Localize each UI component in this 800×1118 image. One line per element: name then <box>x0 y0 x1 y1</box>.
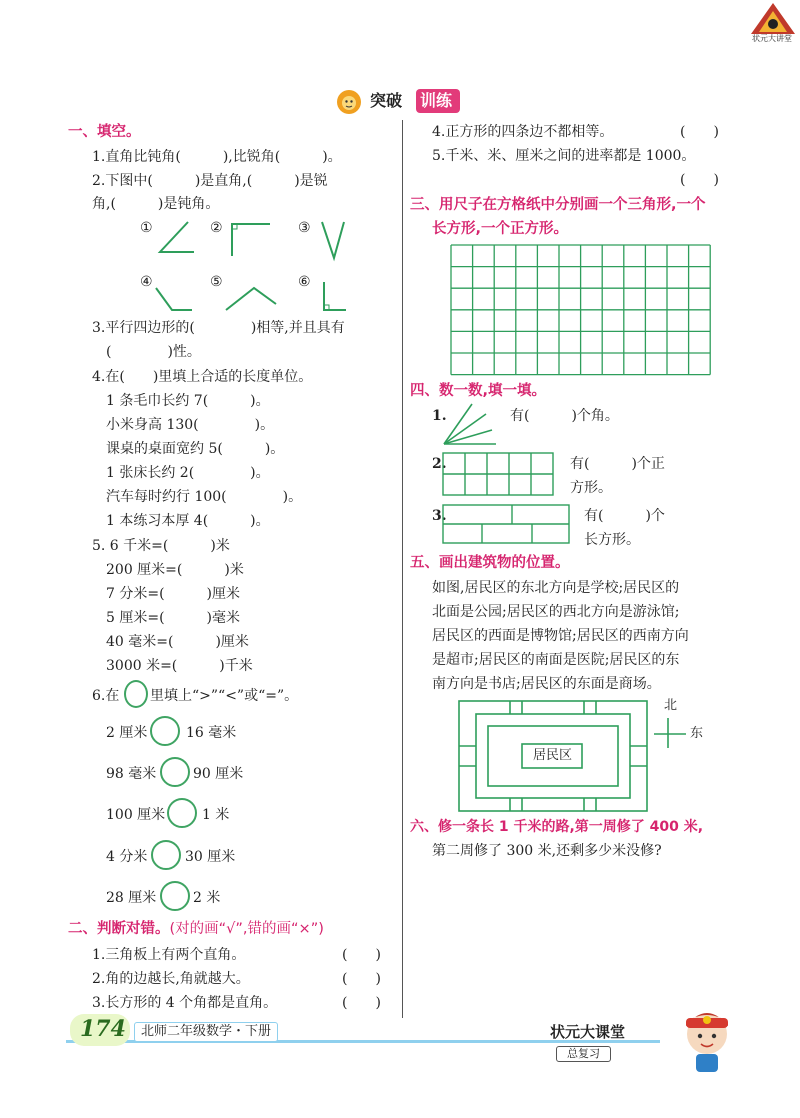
angles-svg <box>138 214 358 314</box>
q2-line1: 2.下图中( )是直角,( )是锐 <box>92 173 328 189</box>
section5-paragraph-line: 居民区的西面是博物馆;居民区的西南方向 <box>432 628 689 644</box>
angle-4-shape <box>156 288 192 310</box>
judge-item-3: 3.长方形的 4 个角都是直角。 <box>92 995 278 1011</box>
publisher-logo <box>748 2 798 48</box>
q5-item: 3000 米=( )千米 <box>106 658 253 674</box>
judge-bracket-2[interactable]: ( ) <box>342 971 381 987</box>
map-center-label: 居民区 <box>533 748 573 763</box>
q6-left: 98 毫米 <box>106 766 157 782</box>
book-title: 北师二年级数学・下册 <box>141 1024 272 1039</box>
q4-item: 小米身高 130( )。 <box>106 417 275 433</box>
q6-title-b: 里填上“>”“<”或“=”。 <box>150 688 299 704</box>
brand-title: 状元大课堂 <box>550 1023 626 1041</box>
angles-figure <box>138 214 358 314</box>
q2-line2: 角,( )是钝角。 <box>92 196 220 212</box>
column-divider <box>402 120 403 1018</box>
section5-paragraph-line: 南方向是书店;居民区的东面是商场。 <box>432 676 661 692</box>
angle-2-shape <box>232 224 270 256</box>
count-q2-num: 2. <box>432 456 447 472</box>
judge-bracket-5[interactable]: ( ) <box>680 172 719 188</box>
q6-left: 4 分米 <box>106 849 148 865</box>
angle-label-4: ④ <box>140 274 153 290</box>
judge-bracket-3[interactable]: ( ) <box>342 995 381 1011</box>
flame-logo-icon <box>748 2 798 36</box>
q6-right: 90 厘米 <box>193 766 244 782</box>
q6-answer-circle[interactable] <box>151 840 181 870</box>
count-q2-line1: 有( )个正 <box>570 456 665 472</box>
section-banner <box>336 88 464 116</box>
count-q3-num: 3. <box>432 508 447 524</box>
q5-item: 7 分米=( )厘米 <box>106 586 241 602</box>
footer-book-box <box>134 1022 278 1042</box>
q6-right: 1 米 <box>202 807 230 823</box>
q4-item: 1 条毛巾长约 7( )。 <box>106 393 270 409</box>
mascot-icon <box>672 1006 742 1074</box>
judge-item-1: 1.三角板上有两个直角。 <box>92 947 246 963</box>
count-q3-line2: 长方形。 <box>584 532 640 548</box>
q5-item: 5 厘米=( )毫米 <box>106 610 241 626</box>
angle-6-shape <box>324 282 346 310</box>
section5-paragraph-line: 北面是公园;居民区的西北方向是游泳馆; <box>432 604 680 620</box>
q4-item: 1 张床长约 2( )。 <box>106 465 270 481</box>
angle-label-2: ② <box>210 220 223 236</box>
judge-item-2: 2.角的边越长,角就越大。 <box>92 971 250 987</box>
q4-title: 4.在( )里填上合适的长度单位。 <box>92 369 313 385</box>
section2-title-text: 二、判断对错。 <box>68 921 170 937</box>
section2-note: (对的画“√”,错的画“×”) <box>169 921 324 937</box>
compass-east: 东 <box>690 726 704 741</box>
squares-figure <box>442 452 554 496</box>
section3-title-line1: 三、用尺子在方格纸中分别画一个三角形,一个 <box>410 197 706 213</box>
angle-label-6: ⑥ <box>298 274 311 290</box>
q6-answer-circle[interactable] <box>160 881 190 911</box>
judge-item-5: 5.千米、米、厘米之间的进率都是 1000。 <box>432 148 696 164</box>
q5-item: 40 毫米=( )厘米 <box>106 634 249 650</box>
chapter-label: 总复习 <box>556 1046 611 1062</box>
q6-left: 2 厘米 <box>106 725 148 741</box>
section2-title <box>68 919 324 939</box>
section1-title: 一、填空。 <box>68 124 141 140</box>
drawing-grid[interactable] <box>450 244 712 376</box>
angle-label-1: ① <box>140 220 153 236</box>
section4-title: 四、数一数,填一填。 <box>410 383 547 399</box>
count-q1-num: 1. <box>432 408 447 424</box>
rectangles-figure <box>442 504 570 544</box>
section6-line2: 第二周修了 300 米,还剩多少米没修? <box>432 843 662 859</box>
rays-figure <box>440 400 500 448</box>
banner-left-text: 突破 <box>370 91 403 110</box>
section5-paragraph-line: 是超市;居民区的南面是医院;居民区的东 <box>432 652 680 668</box>
q3-line2: ( )性。 <box>106 344 201 360</box>
logo-caption: 状元大讲堂 <box>752 34 792 43</box>
q5-item: 5. 6 千米=( )米 <box>92 538 230 554</box>
lion-mascot-icon <box>336 89 362 115</box>
q6-left: 100 厘米 <box>106 807 166 823</box>
section6-text: 六、修一条长 1 千米的路,第一周修了 400 米, <box>410 819 704 835</box>
judge-bracket-1[interactable]: ( ) <box>342 947 381 963</box>
q5-item: 200 厘米=( )米 <box>106 562 244 578</box>
angle-label-5: ⑤ <box>210 274 223 290</box>
q6-answer-circle[interactable] <box>160 757 190 787</box>
q3-line1: 3.平行四边形的( )相等,并且具有 <box>92 320 345 336</box>
q6-right: 2 米 <box>193 890 221 906</box>
count-q2-line2: 方形。 <box>570 480 612 496</box>
section3-title-line2: 长方形,一个正方形。 <box>432 221 569 237</box>
q6-right: 16 毫米 <box>186 725 237 741</box>
q6-right: 30 厘米 <box>185 849 236 865</box>
judge-bracket-4[interactable]: ( ) <box>680 124 719 140</box>
q6-answer-circle[interactable] <box>167 798 197 828</box>
angle-5-shape <box>226 288 276 310</box>
count-q3-line1: 有( )个 <box>584 508 665 524</box>
angle-label-3: ③ <box>298 220 311 236</box>
count-q1-text: 有( )个角。 <box>510 408 619 424</box>
compass-north: 北 <box>664 698 678 713</box>
q4-item: 汽车每时约行 100( )。 <box>106 489 303 505</box>
q6-left: 28 厘米 <box>106 890 157 906</box>
section5-paragraph-line: 如图,居民区的东北方向是学校;居民区的 <box>432 580 680 596</box>
judge-item-4: 4.正方形的四条边不都相等。 <box>432 124 614 140</box>
q4-item: 课桌的桌面宽约 5( )。 <box>106 441 285 457</box>
q6-answer-circle[interactable] <box>150 716 180 746</box>
compass-icon <box>652 710 692 750</box>
page-number: 174 <box>80 1016 126 1042</box>
angle-1-shape <box>160 222 194 252</box>
q6-title-circle <box>124 680 148 708</box>
banner-right-text: 训练 <box>420 91 453 110</box>
section6-line1 <box>410 817 703 837</box>
q4-item: 1 本练习本厚 4( )。 <box>106 513 270 529</box>
q6-title-a: 6.在 <box>92 688 120 704</box>
q1-text: 1.直角比钝角( ),比锐角( )。 <box>92 149 342 165</box>
angle-3-shape <box>322 222 344 258</box>
section5-title: 五、画出建筑物的位置。 <box>410 555 570 571</box>
